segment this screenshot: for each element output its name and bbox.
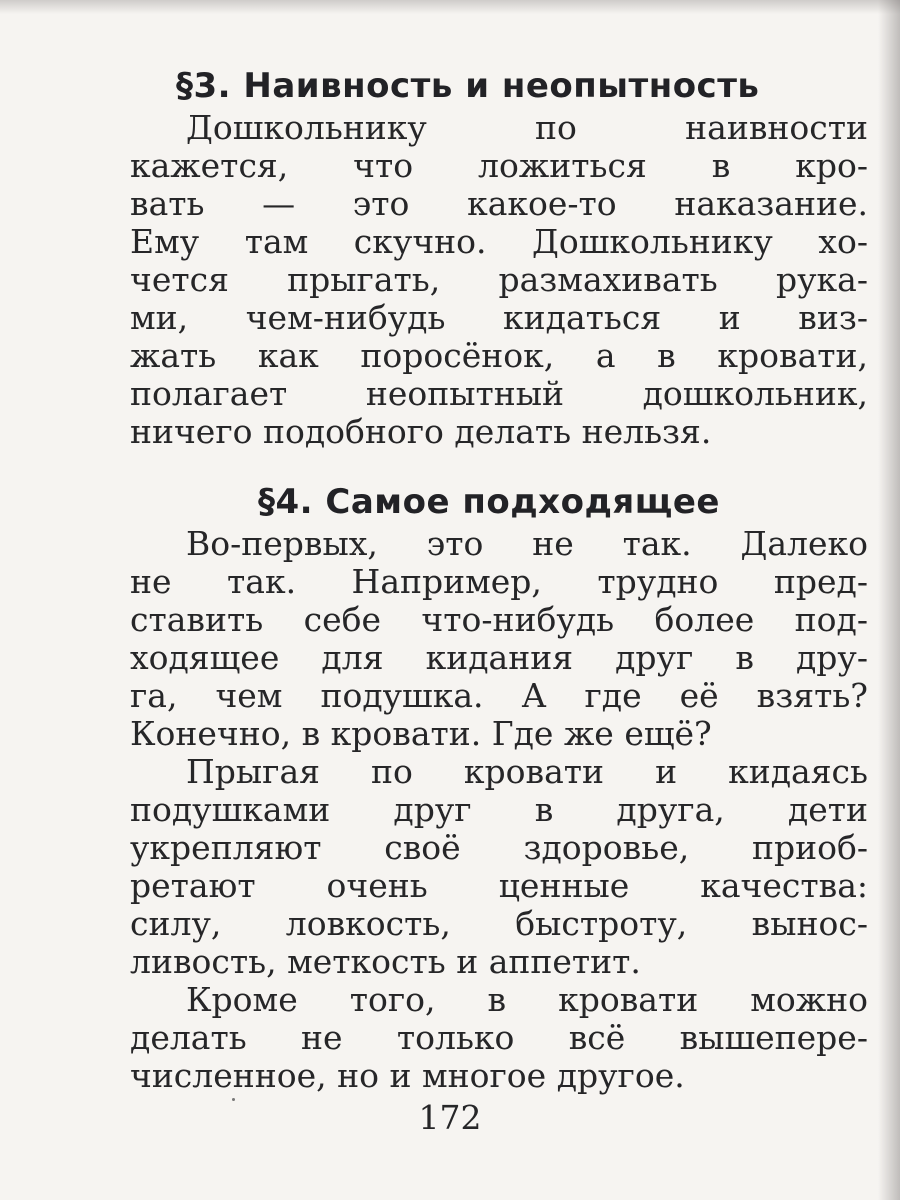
section-3-line: ничего подобного делать нельзя. [130, 412, 712, 451]
section-4-heading: §4. Самое подходящее [258, 482, 720, 522]
section-3-line: жать как поросёнок, а в кровати, [130, 336, 868, 375]
section-4-line: численное, но и многое другое. [130, 1056, 685, 1095]
section-4-line: ходящее для кидания друг в дру- [130, 638, 868, 677]
section-3-line: вать — это какое-то наказание. [130, 184, 868, 223]
section-4-line: ретают очень ценные качества: [130, 866, 868, 905]
page-top-shadow [0, 0, 900, 14]
section-4-line: ливость, меткость и аппетит. [130, 942, 641, 981]
section-4-line: укрепляют своё здоровье, приоб- [130, 828, 868, 867]
section-4-line: га, чем подушка. А где её взять? [130, 676, 868, 715]
section-4-line: силу, ловкость, быстроту, вынос- [130, 904, 868, 943]
section-3-line: чется прыгать, размахивать рука- [130, 260, 868, 299]
section-3-line: ми, чем-нибудь кидаться и виз- [130, 298, 868, 337]
section-4-line: Конечно, в кровати. Где же ещё? [130, 714, 712, 753]
section-4-line: делать не только всё вышепере- [130, 1018, 868, 1057]
page-number: 172 [418, 1098, 482, 1137]
section-4-line: подушками друг в друга, дети [130, 790, 868, 829]
section-3-line: полагает неопытный дошкольник, [130, 374, 868, 413]
section-3-line: Дошкольнику по наивности [186, 108, 868, 147]
section-3-line: Ему там скучно. Дошкольнику хо- [130, 222, 868, 261]
section-3-heading: §3. Наивность и неопытность [176, 66, 760, 106]
section-3-line: кажется, что ложиться в кро- [130, 146, 868, 185]
page-edge-shadow [878, 0, 900, 1200]
section-4-line: ставить себе что-нибудь более под- [130, 600, 868, 639]
section-4-line: не так. Например, трудно пред- [130, 562, 868, 601]
section-4-line: Кроме того, в кровати можно [186, 980, 868, 1019]
section-4-line: Во-первых, это не так. Далеко [186, 524, 868, 563]
section-4-line: Прыгая по кровати и кидаясь [186, 752, 868, 791]
